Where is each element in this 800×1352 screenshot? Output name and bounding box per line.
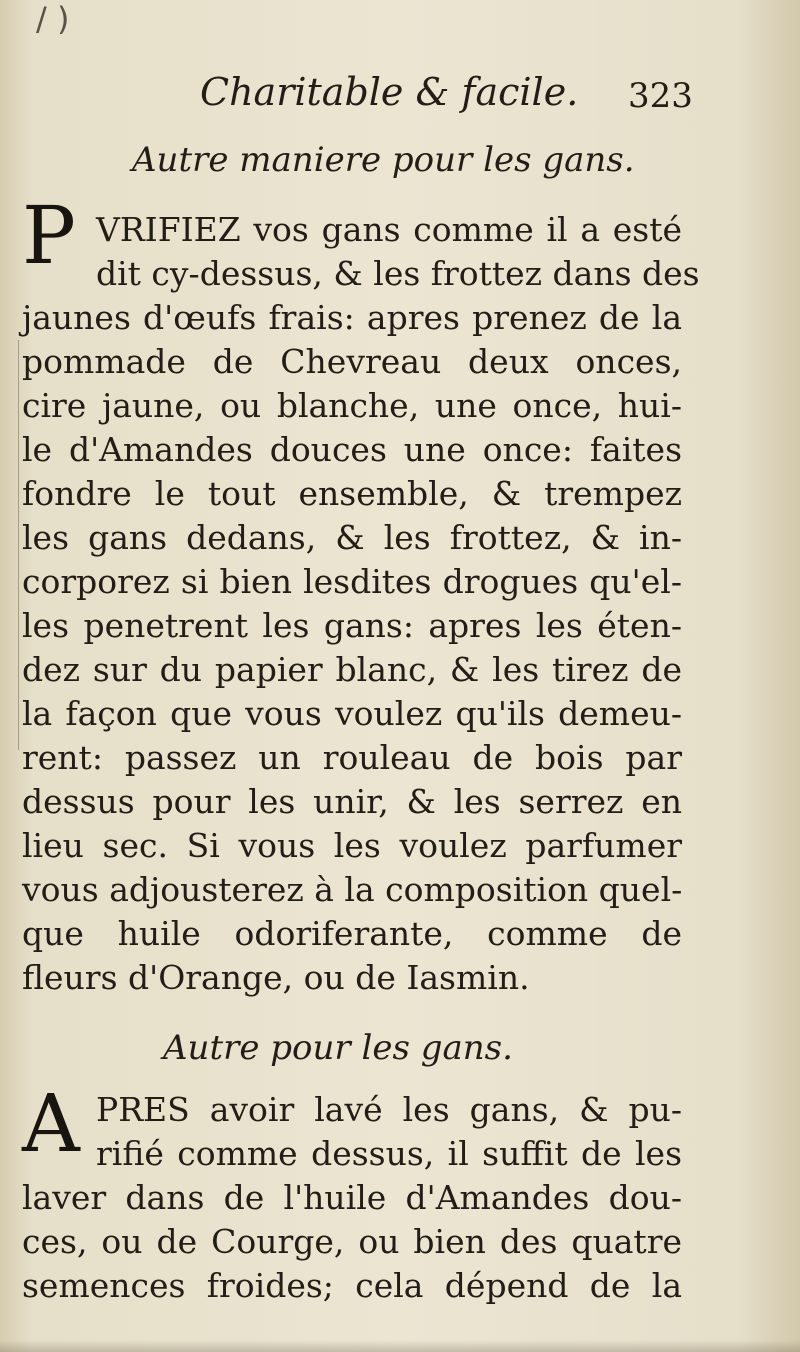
- text-line: rent: passez un rouleau de bois par: [22, 738, 682, 777]
- text-line: le d'Amandes douces une once: faites: [22, 430, 682, 469]
- text-line: VRIFIEZ vos gans comme il a esté: [96, 210, 682, 249]
- text-line: que huile odoriferante, comme de: [22, 914, 682, 953]
- text-line: rifié comme dessus, il suffit de les: [96, 1134, 682, 1173]
- text-line: pommade de Chevreau deux onces,: [22, 342, 682, 381]
- drop-cap-initial: P: [22, 189, 76, 282]
- text-line: dez sur du papier blanc, & les tirez de: [22, 650, 682, 689]
- section-title-2: Autre pour les gans.: [163, 1028, 513, 1068]
- paragraph-1: [22, 208, 700, 1000]
- text-line: corporez si bien lesdites drogues qu'el-: [22, 562, 682, 601]
- section-title-1: Autre maniere pour les gans.: [132, 140, 635, 180]
- text-line: fondre le tout ensemble, & trempez: [22, 474, 682, 513]
- text-line: la façon que vous voulez qu'ils demeu-: [22, 694, 682, 733]
- paragraph-2: [22, 1088, 682, 1308]
- text-line: fleurs d'Orange, ou de Iasmin.: [22, 958, 530, 997]
- text-line: PRES avoir lavé les gans, & pu-: [96, 1090, 682, 1129]
- text-line: dit cy-dessus, & les frottez dans des: [96, 254, 700, 293]
- margin-line: [18, 340, 19, 750]
- text-line: ces, ou de Courge, ou bien des quatre: [22, 1222, 682, 1261]
- text-line: les gans dedans, & les frottez, & in-: [22, 518, 682, 557]
- text-line: dessus pour les unir, & les serrez en: [22, 782, 682, 821]
- drop-cap-initial: A: [22, 1077, 80, 1170]
- text-line: vous adjousterez à la composition quel-: [22, 870, 683, 909]
- page-number: 323: [628, 76, 693, 116]
- text-line: cire jaune, ou blanche, une once, hui-: [22, 386, 682, 425]
- text-line: jaunes d'œufs frais: apres prenez de la: [22, 298, 682, 337]
- text-line: lieu sec. Si vous les voulez parfumer: [22, 826, 682, 865]
- text-line: les penetrent les gans: apres les éten-: [22, 606, 682, 645]
- text-line: laver dans de l'huile d'Amandes dou-: [22, 1178, 682, 1217]
- text-line: semences froides; cela dépend de la: [22, 1266, 682, 1305]
- corner-mark: / ): [36, 0, 70, 38]
- page-edge-shadow: [0, 1340, 800, 1352]
- running-head: Charitable & facile.: [200, 70, 579, 114]
